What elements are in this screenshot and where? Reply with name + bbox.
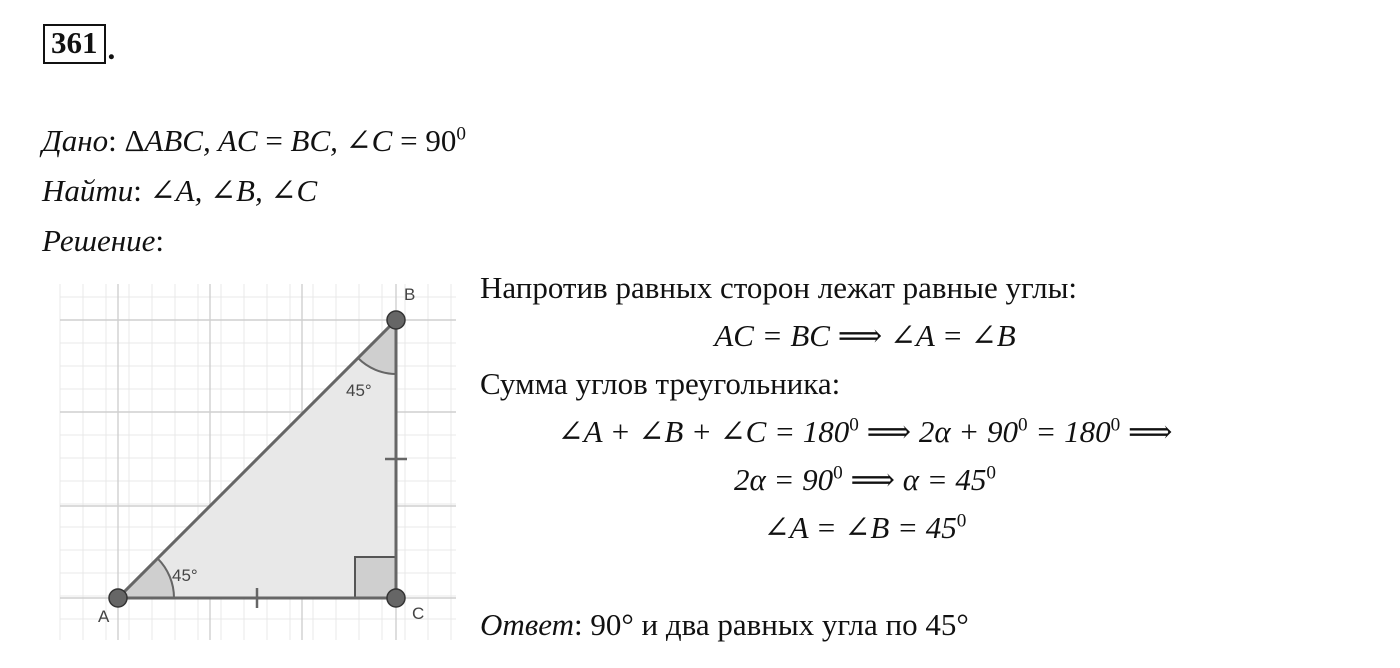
problem-number-dot: . xyxy=(107,31,116,66)
given-degree-sup: 0 xyxy=(456,123,466,145)
given-line: Дано: ΔABC, AC = BC, ∠C = $90^0$ xyxy=(42,123,466,158)
reasoning-line-3: Сумма углов треугольника: xyxy=(480,366,841,401)
given-separator: : xyxy=(108,123,117,158)
answer-text: 90° и два равных угла по 45° xyxy=(582,607,969,642)
given-value: 90 xyxy=(425,123,457,158)
line2-left: AC = BC xyxy=(714,318,830,353)
line2-right: ∠A = ∠B xyxy=(889,318,1016,353)
line6-sup-1: 0 xyxy=(956,510,967,532)
reasoning-line-4 xyxy=(470,414,1260,450)
find-label: Найти xyxy=(42,173,134,208)
line6-part-1: ∠A = ∠B = 45 xyxy=(763,510,957,545)
find-line xyxy=(42,173,317,209)
line2-arrow: ⟹ xyxy=(830,318,890,353)
vertex-b-point xyxy=(387,311,405,329)
problem-number xyxy=(43,24,115,64)
vertex-a-point xyxy=(109,589,127,607)
find-angles: ∠A, ∠B, ∠C xyxy=(149,173,318,208)
line5-sup-1: 0 xyxy=(833,462,843,484)
vertex-c-label: C xyxy=(412,604,425,623)
line4-arrow-2: ⟹ xyxy=(1120,414,1173,449)
line5-part-1: 2α = 90 xyxy=(733,462,834,497)
line5-sup-2: 0 xyxy=(986,462,997,484)
vertex-a-label: A xyxy=(98,607,110,626)
given-bc: BC xyxy=(290,123,331,158)
answer-separator: : xyxy=(573,607,583,642)
line4-sup-1: 0 xyxy=(849,414,859,436)
given-equals: = xyxy=(257,123,291,158)
vertex-c-point xyxy=(387,589,405,607)
given-separator-1: , xyxy=(202,123,218,158)
given-separator-2: , xyxy=(330,123,346,158)
given-angle-c: ∠C xyxy=(345,123,393,158)
angle-b-label: 45° xyxy=(346,381,372,400)
solution-label: Решение xyxy=(42,223,156,258)
reasoning-line-5 xyxy=(470,462,1260,498)
line5-part-2: α = 45 xyxy=(902,462,987,497)
answer-label: Ответ xyxy=(480,607,574,642)
line4-sup-3: 0 xyxy=(1110,414,1121,436)
line5-arrow: ⟹ xyxy=(842,462,903,497)
solution-separator: : xyxy=(155,223,164,258)
solution-line xyxy=(42,223,164,259)
given-label: Дано xyxy=(42,123,109,158)
triangle-prefix: Δ xyxy=(124,123,145,158)
triangle-svg xyxy=(58,270,462,642)
reasoning-line-2 xyxy=(470,318,1260,354)
reasoning-line-1: Напротив равных сторон лежат равные углы: xyxy=(480,270,1078,305)
line4-part-3: = 180 xyxy=(1027,414,1111,449)
line4-part-1: ∠A + ∠B + ∠C = 180 xyxy=(557,414,850,449)
given-ac: AC xyxy=(217,123,258,158)
angle-a-label: 45° xyxy=(172,566,198,585)
vertex-b-label: B xyxy=(404,285,416,304)
find-separator: : xyxy=(133,173,142,208)
line4-sup-2: 0 xyxy=(1018,414,1028,436)
reasoning-line-6 xyxy=(470,510,1260,546)
answer-line xyxy=(480,607,969,643)
problem-number-box: 361 xyxy=(43,24,106,64)
line4-arrow-1: ⟹ xyxy=(858,414,919,449)
triangle-name: ABC xyxy=(144,123,203,158)
triangle-diagram xyxy=(58,270,462,642)
line4-part-2: 2α + 90 xyxy=(918,414,1019,449)
